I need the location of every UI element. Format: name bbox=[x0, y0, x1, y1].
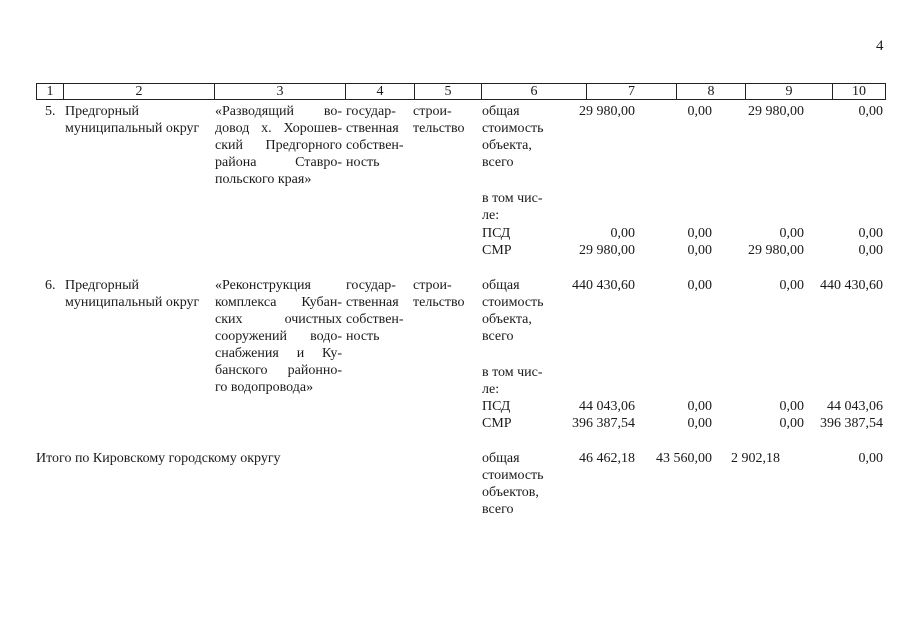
psd-label: ПСД bbox=[482, 226, 511, 241]
district-name: Предгорный муниципальный округ bbox=[65, 278, 200, 310]
column-number: 10 bbox=[832, 83, 886, 100]
value-cell: 0,00 bbox=[687, 226, 712, 241]
value-cell: 0,00 bbox=[779, 399, 804, 414]
ownership-type: государ- ственная собствен- ность bbox=[346, 104, 404, 170]
value-cell: 0,00 bbox=[687, 243, 712, 258]
object-name: «Разводящий во- довод х. Хорошев- ский Предгорного района Ставро- польского края» bbox=[215, 104, 342, 187]
value-cell: 29 980,00 bbox=[748, 104, 804, 119]
district-name: Предгорный муниципальный округ bbox=[65, 104, 200, 136]
value-cell: 29 980,00 bbox=[579, 243, 635, 258]
work-type: строи- тельство bbox=[413, 104, 465, 136]
smr-label: СМР bbox=[482, 416, 512, 431]
value-cell: 29 980,00 bbox=[748, 243, 804, 258]
column-number-header bbox=[36, 83, 886, 100]
value-cell: 44 043,06 bbox=[827, 399, 883, 414]
value-cell: 396 387,54 bbox=[820, 416, 883, 431]
value-cell: 29 980,00 bbox=[579, 104, 635, 119]
column-number: 6 bbox=[481, 83, 586, 100]
value-cell: 0,00 bbox=[779, 416, 804, 431]
psd-label: ПСД bbox=[482, 399, 511, 414]
column-number: 3 bbox=[214, 83, 345, 100]
value-cell: 46 462,18 bbox=[579, 451, 635, 466]
column-number: 1 bbox=[36, 83, 63, 100]
value-cell: 0,00 bbox=[858, 243, 883, 258]
breakdown-label: в том чис- ле: bbox=[482, 191, 543, 223]
summary-label: Итого по Кировскому городскому округу bbox=[36, 451, 281, 466]
value-cell: 0,00 bbox=[687, 104, 712, 119]
value-cell: 44 043,06 bbox=[579, 399, 635, 414]
column-number: 8 bbox=[676, 83, 745, 100]
column-number: 4 bbox=[345, 83, 414, 100]
column-number: 2 bbox=[63, 83, 214, 100]
value-cell: 396 387,54 bbox=[572, 416, 635, 431]
value-cell: 0,00 bbox=[858, 451, 883, 466]
indicator-label: общая стоимость объекта, всего bbox=[482, 104, 544, 170]
value-cell: 0,00 bbox=[779, 226, 804, 241]
value-cell: 2 902,18 bbox=[731, 451, 780, 466]
work-type: строи- тельство bbox=[413, 278, 465, 310]
page-number: 4 bbox=[876, 38, 884, 54]
row-number: 6. bbox=[45, 278, 56, 293]
value-cell: 0,00 bbox=[858, 104, 883, 119]
value-cell: 0,00 bbox=[687, 278, 712, 293]
value-cell: 0,00 bbox=[858, 226, 883, 241]
value-cell: 0,00 bbox=[687, 416, 712, 431]
object-name: «Реконструкция комплекса Кубан- ских очистных сооружений водо- снабжения и Ку- банского районно- го водопровода» bbox=[215, 278, 342, 395]
ownership-type: государ- ственная собствен- ность bbox=[346, 278, 404, 344]
row-number: 5. bbox=[45, 104, 56, 119]
value-cell: 440 430,60 bbox=[572, 278, 635, 293]
value-cell: 43 560,00 bbox=[656, 451, 712, 466]
column-number: 5 bbox=[414, 83, 481, 100]
value-cell: 0,00 bbox=[610, 226, 635, 241]
value-cell: 0,00 bbox=[687, 399, 712, 414]
smr-label: СМР bbox=[482, 243, 512, 258]
indicator-label: общая стоимость объекта, всего bbox=[482, 278, 544, 344]
breakdown-label: в том чис- ле: bbox=[482, 365, 543, 397]
value-cell: 440 430,60 bbox=[820, 278, 883, 293]
value-cell: 0,00 bbox=[779, 278, 804, 293]
indicator-label: общая стоимость объектов, всего bbox=[482, 451, 544, 517]
column-number: 9 bbox=[745, 83, 832, 100]
column-number: 7 bbox=[586, 83, 676, 100]
